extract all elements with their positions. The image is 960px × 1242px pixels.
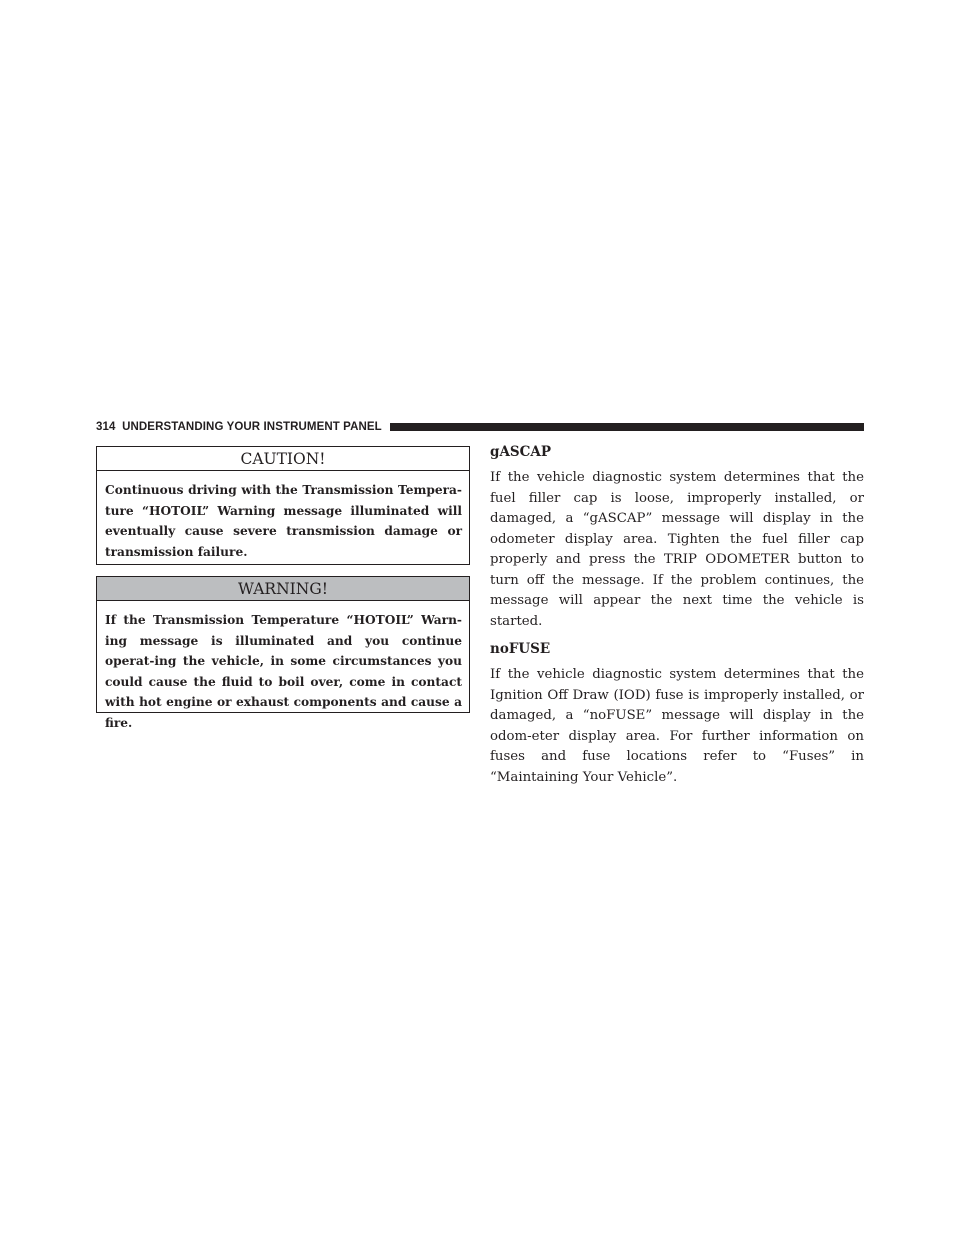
page-number: 314 <box>96 421 116 433</box>
warning-body: If the Transmission Temperature “HOTOIL” Warn-ing message is illuminated and you continue operat-ing the vehicle, in some circumstances you could cause the fluid to boil over, come in contact with hot engine or exhaust components and cause a fire. <box>105 613 462 730</box>
gascap-paragraph: If the vehicle diagnostic system determines that the fuel filler cap is loose, improperly installed, or damaged, a “gASCAP” message will display in the odometer display area. Tighten the fuel filler cap properly and press the TRIP ODOMETER button to turn off the message. If the problem continues, the message will appear the next time the vehicle is started. <box>490 470 864 629</box>
caution-body: Continuous driving with the Transmission Tempera-ture “HOTOIL” Warning message illuminated will eventually cause severe transmission damage or transmission failure. <box>105 483 462 559</box>
section-title: UNDERSTANDING YOUR INSTRUMENT PANEL <box>122 421 382 433</box>
warning-box <box>96 576 470 730</box>
nofuse-paragraph: If the vehicle diagnostic system determines that the Ignition Off Draw (IOD) fuse is improperly installed, or damaged, a “noFUSE” message will display in the odom-eter display area. For further information on fuses and fuse locations refer to “Fuses” in “Maintaining Your Vehicle”. <box>490 667 864 785</box>
page-header <box>96 418 864 436</box>
caution-title: CAUTION! <box>97 447 469 471</box>
warning-title: WARNING! <box>97 577 469 601</box>
right-column <box>490 443 864 796</box>
gascap-heading: gASCAP <box>490 444 552 460</box>
caution-box <box>96 446 470 565</box>
page-header-text <box>96 421 382 433</box>
nofuse-heading: noFUSE <box>490 641 551 657</box>
header-rule <box>390 423 864 431</box>
